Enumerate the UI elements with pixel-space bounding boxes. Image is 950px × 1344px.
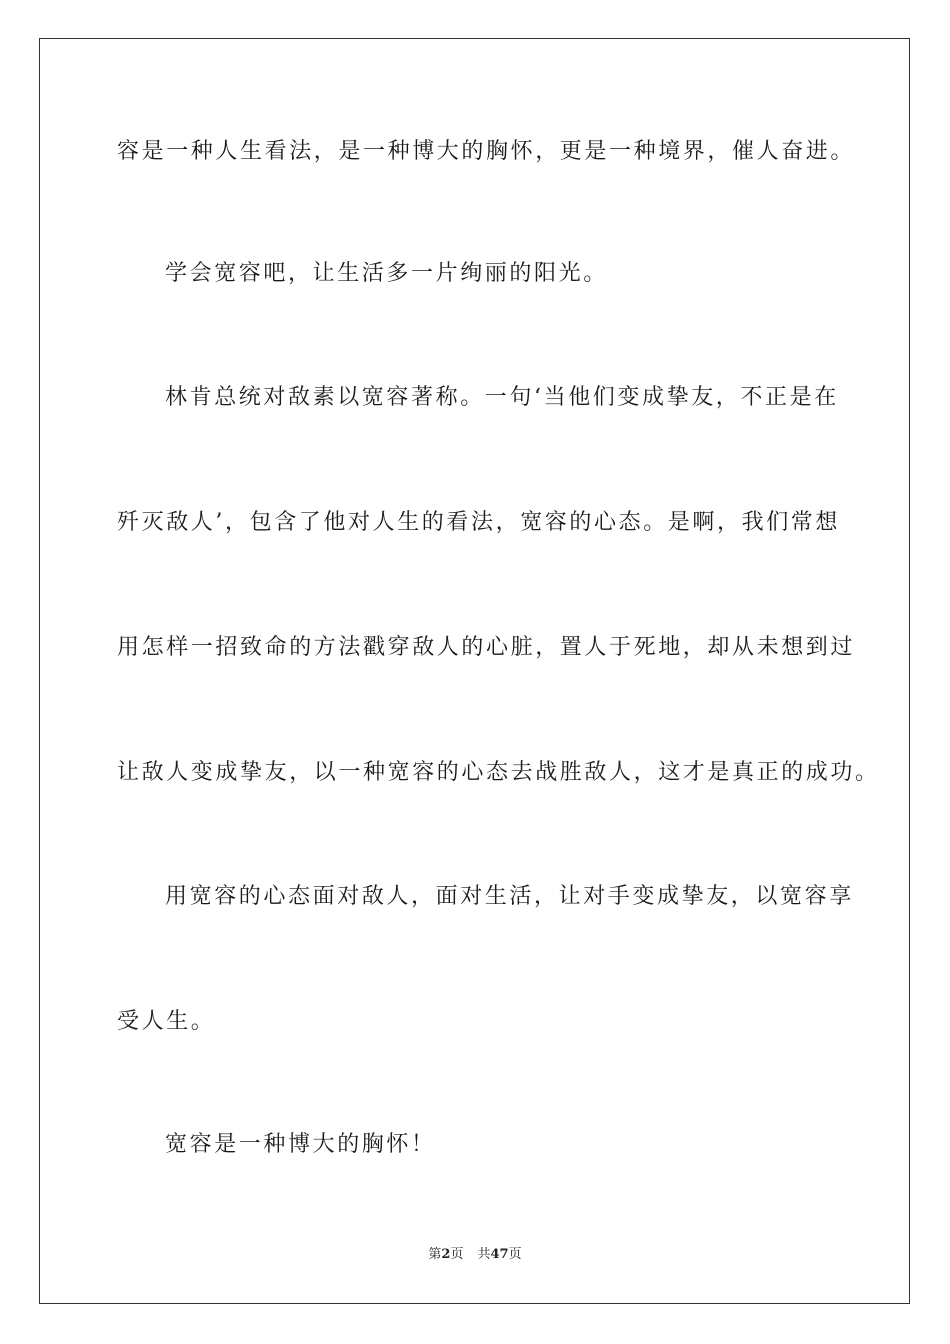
total-pages: 47 (490, 1247, 509, 1262)
total-prefix: 共 (477, 1247, 491, 1262)
page-number: 2 (441, 1247, 451, 1262)
page-footer (0, 1246, 950, 1264)
body-text-line: 宽容是一种博大的胸怀！ (165, 1132, 436, 1157)
body-text-line: 让敌人变成挚友，以一种宽容的心态去战胜敌人，这才是真正的成功。 (117, 760, 880, 785)
body-text-line: 学会宽容吧，让生活多一片绚丽的阳光。 (165, 261, 608, 286)
body-text-line: 歼灭敌人’，包含了他对人生的看法，宽容的心态。是啊，我们常想 (117, 510, 840, 535)
body-text-line: 容是一种人生看法，是一种博大的胸怀，更是一种境界，催人奋进。 (117, 139, 856, 164)
body-text-line: 林肯总统对敌素以宽容著称。一句‘当他们变成挚友，不正是在 (165, 385, 839, 410)
body-text-line: 用怎样一招致命的方法戳穿敌人的心脏，置人于死地，却从未想到过 (117, 635, 856, 660)
body-text-line: 用宽容的心态面对敌人，面对生活，让对手变成挚友，以宽容享 (165, 884, 854, 909)
total-suffix: 页 (508, 1247, 522, 1262)
page-suffix: 页 (450, 1247, 464, 1262)
page-border (39, 38, 910, 1304)
page-prefix: 第 (428, 1247, 442, 1262)
body-text-line: 受人生。 (117, 1009, 216, 1034)
